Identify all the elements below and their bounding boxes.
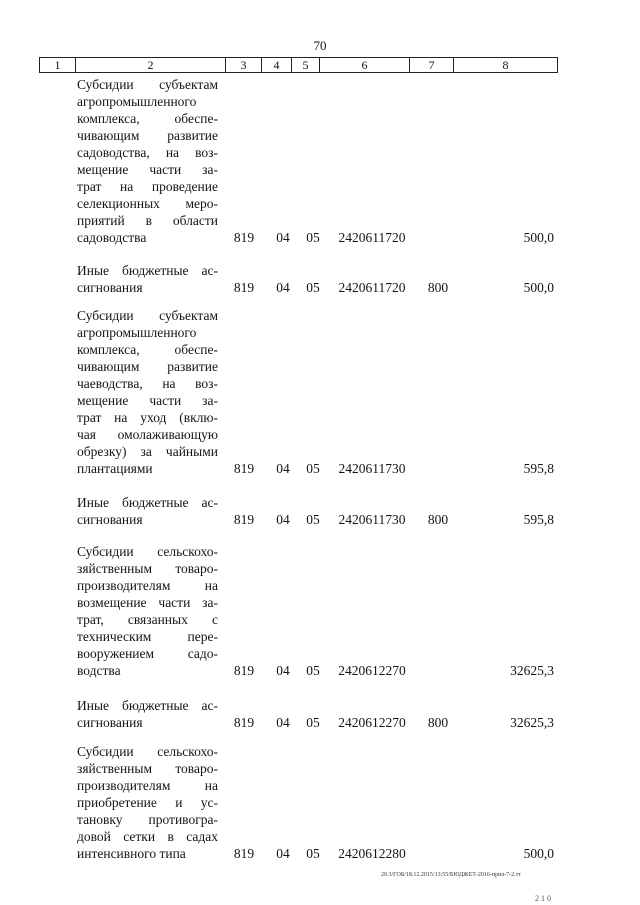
row-name-line: приобретение и ус- bbox=[77, 795, 218, 810]
row-amount: 595,8 bbox=[523, 461, 554, 476]
row-name bbox=[77, 743, 218, 862]
row-name-line: трат на уход (вклю- bbox=[77, 410, 218, 425]
row-section-code: 04 bbox=[276, 663, 290, 678]
row-name-line: плантациями bbox=[77, 461, 153, 476]
column-number-3: 3 bbox=[226, 58, 262, 73]
row-ved-code: 819 bbox=[233, 846, 255, 861]
row-name-line: сигнования bbox=[77, 280, 143, 295]
row-ved-code: 819 bbox=[233, 715, 255, 730]
row-name-line: Иные бюджетные ас- bbox=[77, 698, 218, 713]
row-subsection-code: 05 bbox=[306, 230, 320, 245]
row-name-line: сигнования bbox=[77, 512, 143, 527]
row-name bbox=[77, 76, 218, 246]
column-number-1: 1 bbox=[40, 58, 76, 73]
row-target-article: 2420612280 bbox=[338, 846, 406, 861]
row-target-article: 2420612270 bbox=[338, 715, 406, 730]
row-name-line: Субсидии сельскохо- bbox=[77, 744, 218, 759]
row-name-line: садоводства, на воз- bbox=[77, 145, 218, 160]
row-name-line: Субсидии субъектам bbox=[77, 77, 218, 92]
row-name-line: садоводства bbox=[77, 230, 147, 245]
row-ved-code: 819 bbox=[233, 230, 255, 245]
row-ved-code: 819 bbox=[233, 663, 255, 678]
row-name-line: возмещение части за- bbox=[77, 595, 218, 610]
row-name-line: трат на проведение bbox=[77, 179, 218, 194]
row-target-article: 2420611720 bbox=[338, 280, 406, 295]
row-name bbox=[77, 543, 218, 679]
row-name-line: Иные бюджетные ас- bbox=[77, 495, 218, 510]
row-subsection-code: 05 bbox=[306, 846, 320, 861]
row-name-line: Иные бюджетные ас- bbox=[77, 263, 218, 278]
row-ved-code: 819 bbox=[233, 280, 255, 295]
row-name bbox=[77, 262, 218, 296]
row-amount: 500,0 bbox=[523, 280, 554, 295]
row-amount: 595,8 bbox=[523, 512, 554, 527]
row-section-code: 04 bbox=[276, 715, 290, 730]
row-section-code: 04 bbox=[276, 461, 290, 476]
row-name-line: приятий в области bbox=[77, 213, 218, 228]
row-section-code: 04 bbox=[276, 280, 290, 295]
row-name-line: зяйственным товаро- bbox=[77, 761, 218, 776]
row-name-line: производителям на bbox=[77, 778, 218, 793]
row-name-line: техническим пере- bbox=[77, 629, 218, 644]
row-target-article: 2420611730 bbox=[338, 461, 406, 476]
row-name-line: мещение части за- bbox=[77, 393, 218, 408]
row-name-line: трат, связанных с bbox=[77, 612, 218, 627]
row-name bbox=[77, 697, 218, 731]
row-amount: 500,0 bbox=[523, 846, 554, 861]
row-name-line: вооружением садо- bbox=[77, 646, 218, 661]
row-ved-code: 819 bbox=[233, 512, 255, 527]
row-name-line: чая омолаживающую bbox=[77, 427, 218, 442]
row-name-line: чивающим развитие bbox=[77, 359, 218, 374]
row-amount: 500,0 bbox=[523, 230, 554, 245]
row-expense-type: 800 bbox=[427, 715, 449, 730]
row-name-line: производителям на bbox=[77, 578, 218, 593]
page-number: 70 bbox=[313, 38, 327, 53]
row-name-line: мещение части за- bbox=[77, 162, 218, 177]
column-number-2: 2 bbox=[76, 58, 226, 73]
row-name-line: сигнования bbox=[77, 715, 143, 730]
row-name bbox=[77, 307, 218, 477]
column-number-6: 6 bbox=[320, 58, 410, 73]
row-expense-type: 800 bbox=[427, 280, 449, 295]
document-footer: 20.3/ГОБ/18.12.2015/13:55/БЮДЖЕТ-2016-прил-7-2.тт bbox=[381, 872, 522, 878]
row-name-line: чаеводства, на воз- bbox=[77, 376, 218, 391]
row-subsection-code: 05 bbox=[306, 715, 320, 730]
row-name-line: агропромышленного bbox=[77, 325, 197, 340]
row-name-line: довой сетки в садах bbox=[77, 829, 218, 844]
row-section-code: 04 bbox=[276, 230, 290, 245]
row-name-line: обрезку) за чайными bbox=[77, 444, 218, 459]
row-name-line: селекционных меро- bbox=[77, 196, 218, 211]
row-target-article: 2420611720 bbox=[338, 230, 406, 245]
column-number-4: 4 bbox=[262, 58, 292, 73]
row-section-code: 04 bbox=[276, 512, 290, 527]
row-name-line: интенсивного типа bbox=[77, 846, 186, 861]
row-name-line: комплекса, обеспе- bbox=[77, 111, 218, 126]
row-name-line: водства bbox=[77, 663, 121, 678]
row-target-article: 2420612270 bbox=[338, 663, 406, 678]
row-expense-type: 800 bbox=[427, 512, 449, 527]
row-target-article: 2420611730 bbox=[338, 512, 406, 527]
row-ved-code: 819 bbox=[233, 461, 255, 476]
column-number-5: 5 bbox=[292, 58, 320, 73]
page-bottom-fragment: 2 1 0 bbox=[535, 894, 551, 903]
row-name-line: зяйственным товаро- bbox=[77, 561, 218, 576]
row-subsection-code: 05 bbox=[306, 461, 320, 476]
row-subsection-code: 05 bbox=[306, 512, 320, 527]
row-name-line: Субсидии сельскохо- bbox=[77, 544, 218, 559]
row-amount: 32625,3 bbox=[510, 715, 554, 730]
row-amount: 32625,3 bbox=[510, 663, 554, 678]
column-number-8: 8 bbox=[454, 58, 558, 73]
row-name-line: агропромышленного bbox=[77, 94, 197, 109]
row-subsection-code: 05 bbox=[306, 280, 320, 295]
row-name bbox=[77, 494, 218, 528]
row-name-line: комплекса, обеспе- bbox=[77, 342, 218, 357]
column-number-7: 7 bbox=[410, 58, 454, 73]
row-name-line: чивающим развитие bbox=[77, 128, 218, 143]
row-subsection-code: 05 bbox=[306, 663, 320, 678]
row-name-line: Субсидии субъектам bbox=[77, 308, 218, 323]
row-name-line: тановку противогра- bbox=[77, 812, 218, 827]
row-section-code: 04 bbox=[276, 846, 290, 861]
